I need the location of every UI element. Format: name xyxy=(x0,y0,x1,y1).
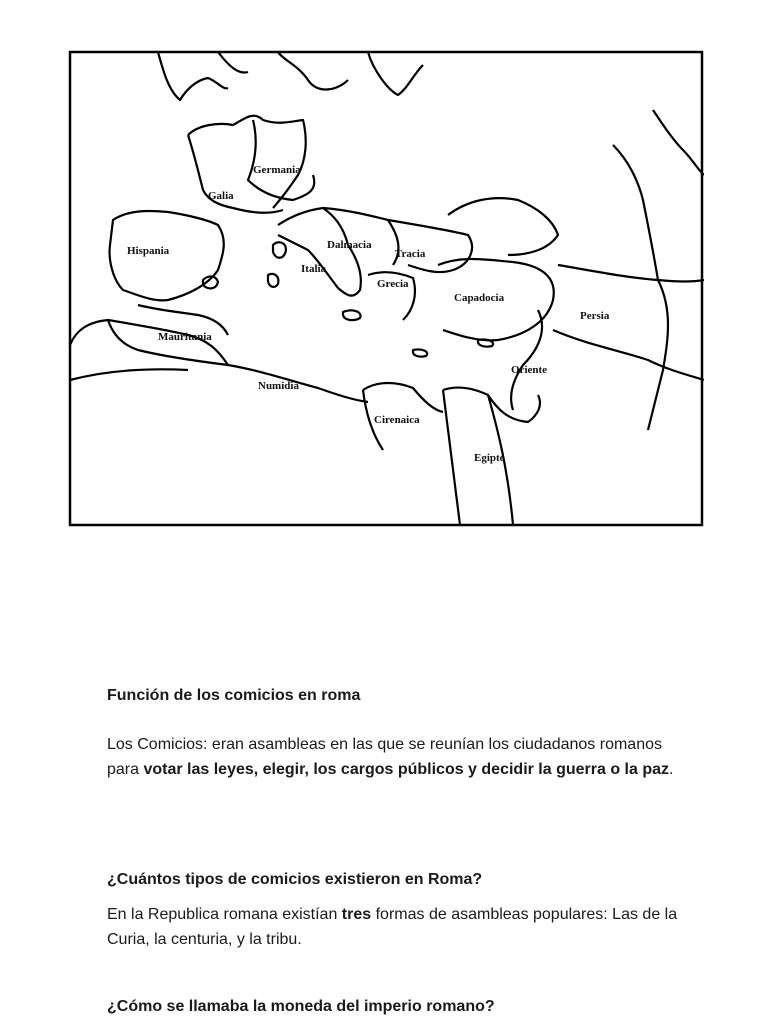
types-bold: tres xyxy=(341,906,372,923)
label-germania: Germania xyxy=(253,164,301,176)
label-egipto: Egipto xyxy=(474,452,506,464)
label-numidia: Numidia xyxy=(258,380,299,392)
section-comicios-function xyxy=(107,683,687,782)
heading-roman-currency: ¿Cómo se llamaba la moneda del imperio romano? xyxy=(107,998,495,1015)
types-text-end: formas de asambleas populares: Las de la Curia, la centuria, y la tribu. xyxy=(107,906,678,948)
map-svg xyxy=(68,50,704,528)
paragraph-comicios-definition xyxy=(107,732,687,782)
section-comicios-types xyxy=(107,867,687,952)
label-persia: Persia xyxy=(580,310,610,322)
definition-bold: votar las leyes, elegir, los cargos públicos y decidir la guerra o la paz xyxy=(143,761,670,778)
label-cirenaica: Cirenaica xyxy=(374,414,420,426)
label-italia: Italia xyxy=(301,263,327,275)
label-capadocia: Capadocia xyxy=(454,292,505,304)
label-hispania: Hispania xyxy=(127,245,170,257)
heading-comicios-types: ¿Cuántos tipos de comicios existieron en Roma? xyxy=(107,871,483,888)
paragraph-comicios-types xyxy=(107,902,687,952)
label-oriente: Oriente xyxy=(511,364,548,376)
definition-end: . xyxy=(669,761,674,778)
label-tracia: Tracia xyxy=(395,248,426,260)
label-grecia: Grecia xyxy=(377,278,409,290)
label-mauritania: Mauritania xyxy=(158,331,212,343)
label-galia: Galia xyxy=(208,190,234,202)
definition-text: Los Comicios: eran asambleas en las que se reunían los ciudadanos romanos para xyxy=(107,736,662,778)
label-dalmacia: Dalmacia xyxy=(327,239,372,251)
heading-comicios-function: Función de los comicios en roma xyxy=(107,687,361,704)
section-roman-currency xyxy=(107,994,687,1019)
roman-empire-map xyxy=(68,50,704,528)
types-text-start: En la Republica romana existían xyxy=(107,906,342,923)
